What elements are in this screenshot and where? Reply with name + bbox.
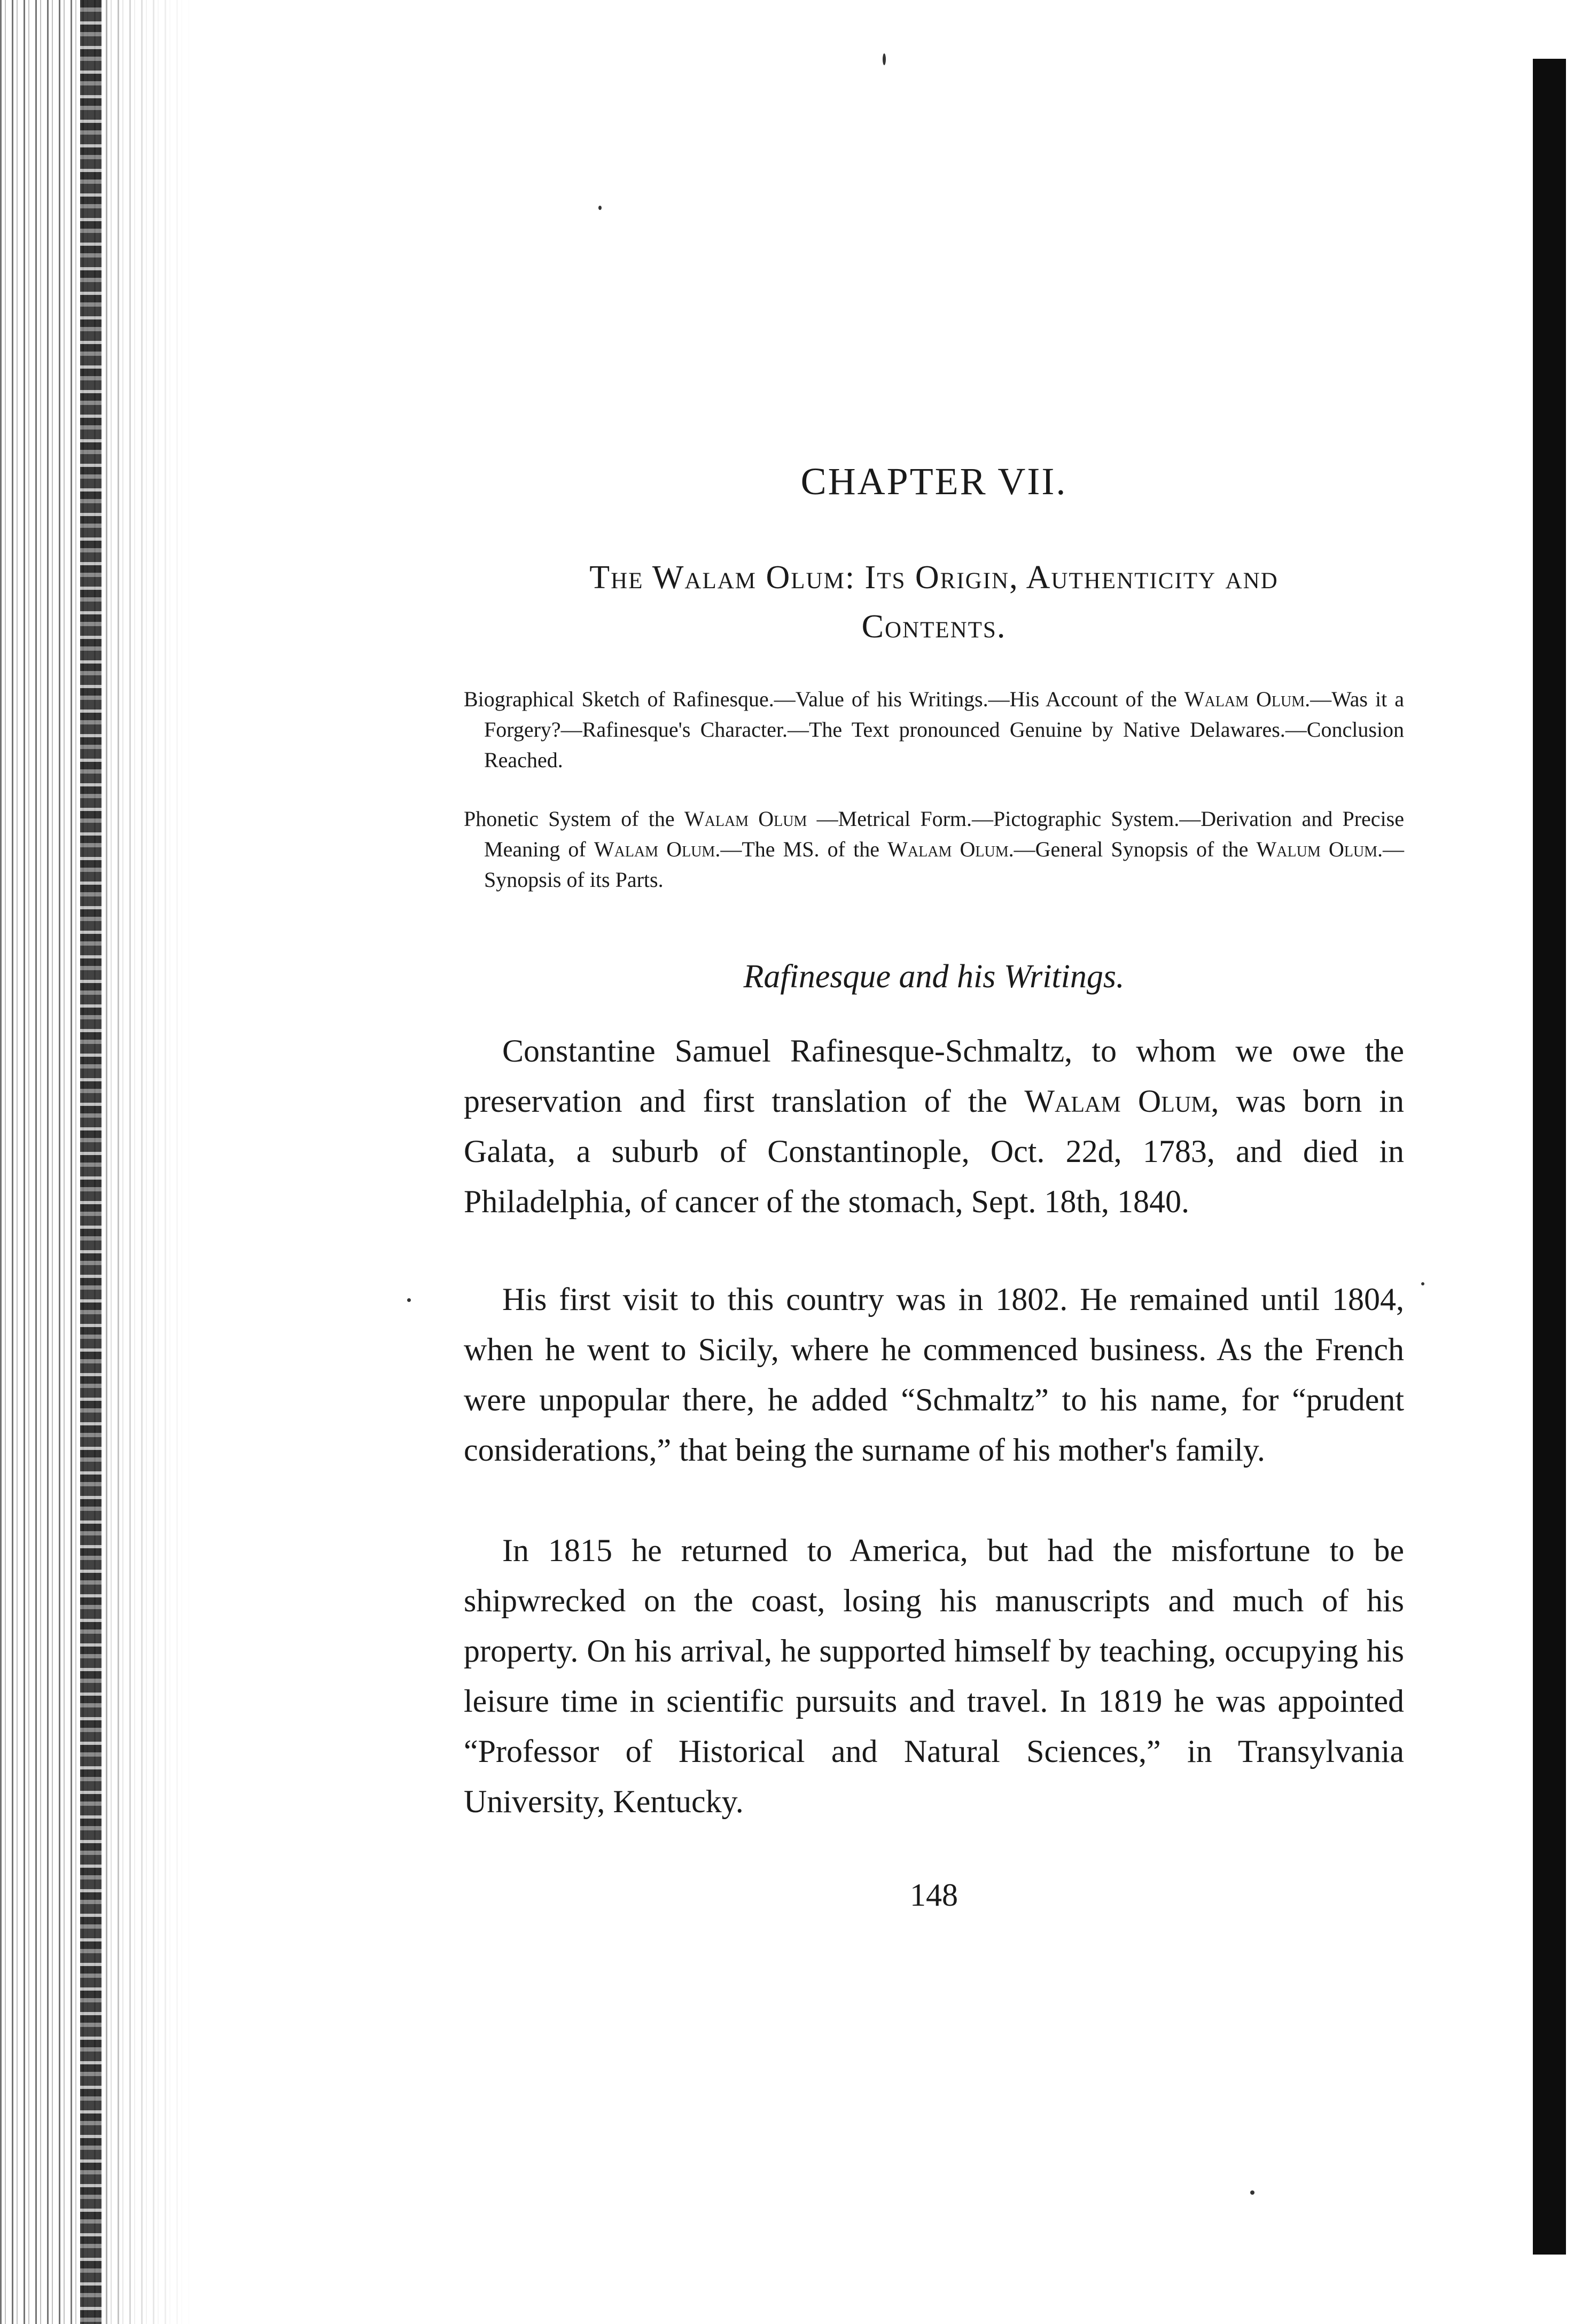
paragraph-small-caps: Walam Olum — [1024, 1083, 1211, 1119]
synopsis-part-2 — [464, 804, 1404, 895]
paragraph-text: , was born in Galata, a suburb of Constantinople, Oct. 22d, 1783, and died in Philadelphia, of cancer of the stomach, Sept. 18th, 1840. — [464, 1083, 1404, 1219]
synopsis-text: Biographical Sketch of Rafinesque.—Value of his Writings.—His Account of the — [464, 687, 1184, 711]
synopsis-small-caps: Walam Olum — [684, 807, 807, 831]
section-heading: Rafinesque and his Writings. — [743, 958, 1125, 995]
synopsis-small-caps: Walam Olum — [594, 837, 715, 861]
book-page — [464, 0, 1404, 2324]
synopsis-part-2-text — [464, 804, 1404, 895]
chapter-heading: CHAPTER VII. — [800, 460, 1067, 503]
synopsis-text: .—The MS. of the — [715, 837, 888, 861]
chapter-title — [464, 553, 1404, 651]
scan-speck — [1421, 1282, 1424, 1285]
synopsis-text: .—Was it a Forgery?—Rafinesque's Character.—The Text pronounced Genuine by Native Delawares.—Conclusion Reached. — [484, 687, 1404, 772]
synopsis-part-1 — [464, 684, 1404, 775]
synopsis-part-1-text — [464, 684, 1404, 775]
paragraph-3: In 1815 he returned to America, but had the misfortune to be shipwrecked on the coast, losing his manuscripts and much of his property. On his arrival, he supported himself by teaching, occupying his leisure time in scientific pursuits and travel. In 1819 he was appointed “Professor of Historical and Natural Sciences,” in Transylvania University, Kentucky. — [464, 1533, 1404, 1819]
paragraph-1 — [464, 1026, 1404, 1227]
synopsis-text: .—General Synopsis of the — [1008, 837, 1257, 861]
paragraph-2: His first visit to this country was in 1802. He remained until 1804, when he went to Sicily, where he commenced business. As the French were unpopular there, he added “Schmaltz” to his name, for “prudent considerations,” that being the surname of his mother's family. — [464, 1282, 1404, 1468]
paragraph-text: Constantine Samuel Rafinesque-Schmaltz, to whom we owe the preservation and first translation of the — [464, 1033, 1404, 1119]
chapter-title-line-1: The Walam Olum: Its Origin, Authenticity and — [589, 559, 1279, 596]
synopsis-text: —Metrical Form.—Pictographic System.—Derivation and Precise Meaning of — [484, 807, 1404, 861]
synopsis-small-caps: Walam Olum — [1184, 687, 1305, 711]
scan-speck — [407, 1298, 411, 1302]
synopsis-text: Phonetic System of the — [464, 807, 684, 831]
scan-right-edge — [1533, 59, 1566, 2255]
synopsis-small-caps: Walum Olum — [1256, 837, 1377, 861]
chapter-title-line-2: Contents. — [861, 609, 1007, 645]
page-number: 148 — [910, 1877, 958, 1913]
synopsis-small-caps: Walam Olum — [887, 837, 1009, 861]
synopsis-text: .—Synopsis of its Parts. — [484, 837, 1404, 892]
scan-binding-shadow — [80, 0, 102, 2324]
